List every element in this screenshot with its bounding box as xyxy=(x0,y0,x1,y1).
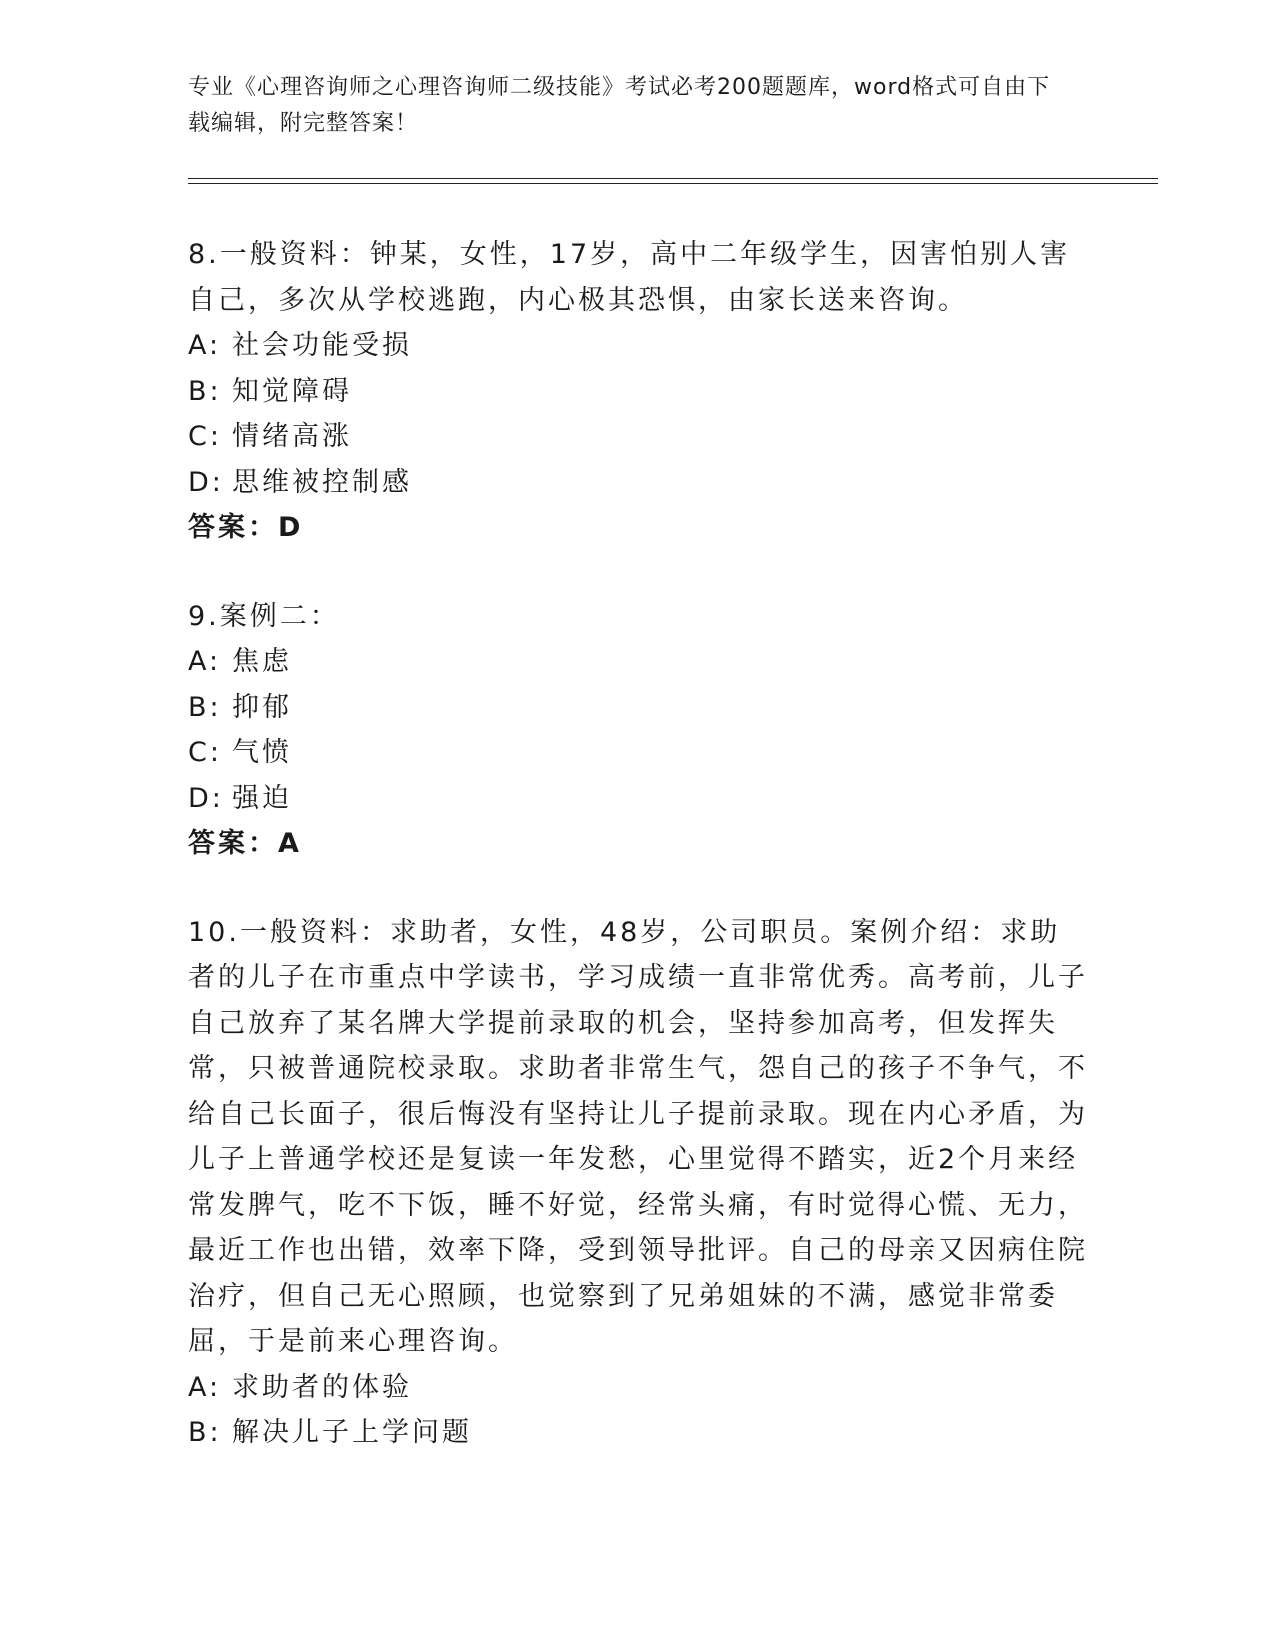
option-key: A: xyxy=(188,646,222,677)
option-text: 强迫 xyxy=(232,782,292,814)
answer-line xyxy=(188,821,1088,867)
option-key: D: xyxy=(188,466,224,498)
option-text: 焦虑 xyxy=(232,646,292,677)
question-stem: 8.一般资料：钟某，女性，17岁，高中二年级学生，因害怕别人害自己，多次从学校逃跑，内心极其恐惧，由家长送来咨询。 xyxy=(188,239,1071,316)
option-key: A: xyxy=(188,1371,222,1403)
option-c xyxy=(188,414,1088,460)
option-key: C: xyxy=(188,421,222,452)
header-divider-top xyxy=(188,178,1158,179)
option-text: 知觉障碍 xyxy=(232,375,352,407)
answer-line xyxy=(188,505,1088,551)
question-stem: 10.一般资料：求助者，女性，48岁，公司职员。案例介绍：求助者的儿子在市重点中学读书，学习成绩一直非常优秀。高考前，儿子自己放弃了某名牌大学提前录取的机会，坚持参加高考，但发挥失常，只被普通院校录取。求助者非常生气，怨自己的孩子不争气，不给自己长面子，很后悔没有坚持让儿子提前录取。现在内心矛盾，为儿子上普通学校还是复读一年发愁，心里觉得不踏实，近2个月来经常发脾气，吃不下饭，睡不好觉，经常头痛，有时觉得心慌、无力，最近工作也出错，效率下降，受到领导批评。自己的母亲又因病住院治疗，但自己无心照顾，也觉察到了兄弟姐妹的不满，感觉非常委屈，于是前来心理咨询。 xyxy=(188,916,1088,1357)
option-key: A: xyxy=(188,330,222,361)
option-c xyxy=(188,730,1088,776)
option-key: B: xyxy=(188,375,222,407)
answer-value: D xyxy=(278,512,304,543)
option-text: 抑郁 xyxy=(232,691,292,723)
option-d xyxy=(188,776,1088,822)
question-list xyxy=(188,232,1088,1456)
option-text: 社会功能受损 xyxy=(232,330,412,361)
option-key: D: xyxy=(188,782,224,814)
question-10 xyxy=(188,910,1088,1456)
option-text: 气愤 xyxy=(232,737,292,768)
option-key: B: xyxy=(188,1417,222,1448)
question-9 xyxy=(188,594,1088,867)
option-a xyxy=(188,1365,1088,1411)
question-stem: 9.案例二： xyxy=(188,600,340,632)
option-key: B: xyxy=(188,691,222,723)
option-b xyxy=(188,369,1088,415)
option-a xyxy=(188,639,1088,685)
header-divider-bottom xyxy=(188,183,1158,184)
option-b xyxy=(188,1410,1088,1456)
answer-label: 答案： xyxy=(188,512,278,543)
option-text: 思维被控制感 xyxy=(232,466,412,498)
option-text: 求助者的体验 xyxy=(232,1371,412,1403)
option-key: C: xyxy=(188,737,222,768)
option-b xyxy=(188,685,1088,731)
document-intro: 专业《心理咨询师之心理咨询师二级技能》考试必考200题题库，word格式可自由下载编辑，附完整答案！ xyxy=(188,75,1051,136)
answer-label: 答案： xyxy=(188,828,278,859)
option-text: 情绪高涨 xyxy=(232,421,352,452)
answer-value: A xyxy=(278,828,302,859)
option-text: 解决儿子上学问题 xyxy=(232,1417,472,1448)
option-d xyxy=(188,460,1088,506)
option-a xyxy=(188,323,1088,369)
question-8 xyxy=(188,232,1088,551)
